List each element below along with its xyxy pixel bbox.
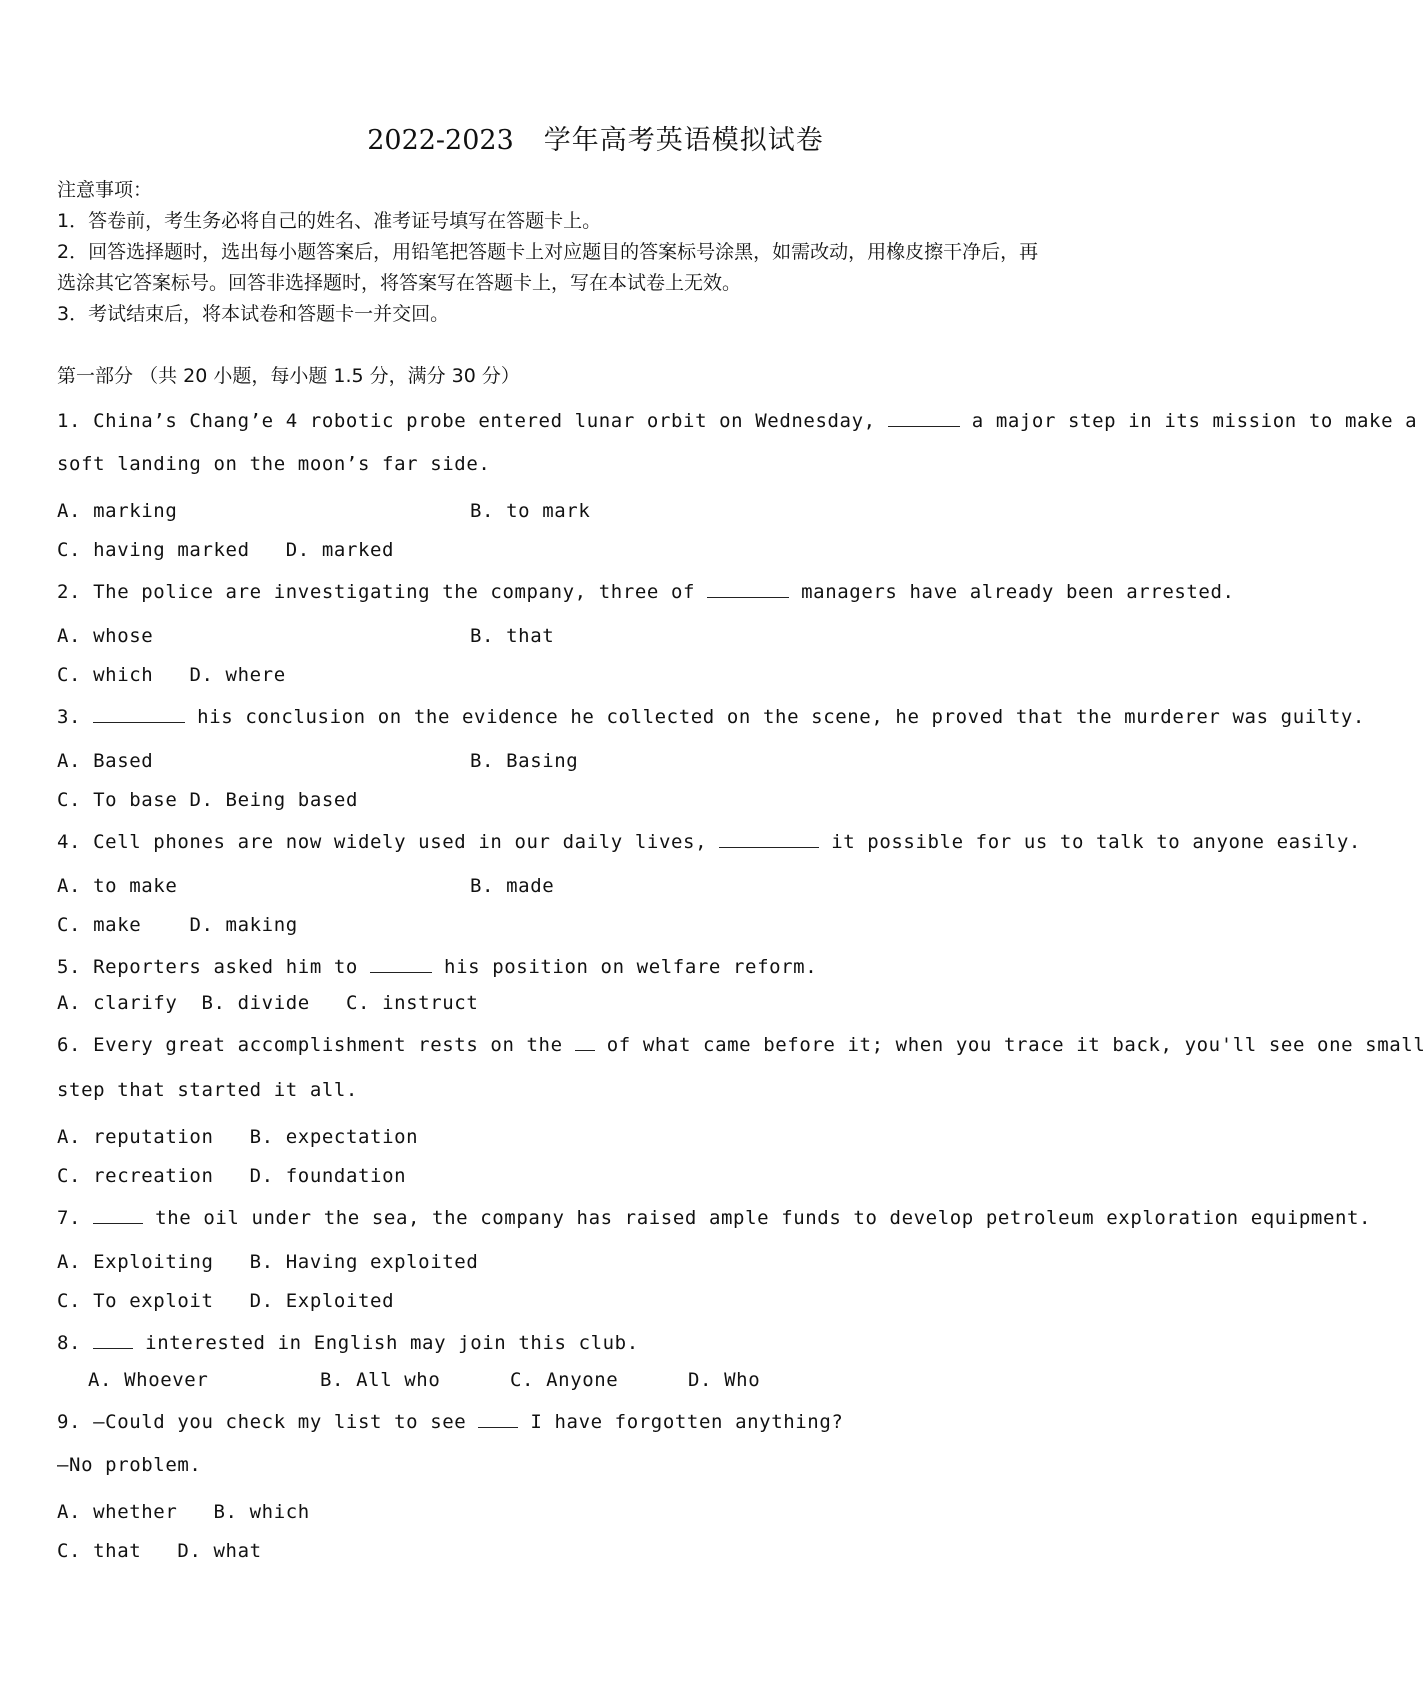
option-c: C. recreation [57,1165,214,1187]
option-row-cd [57,538,394,562]
option-row-cd [57,1289,394,1313]
question-4-stem: 4. Cell phones are now widely used in our daily lives, it possible for us to talk to anyone easily. [57,827,1361,854]
option-b: B. which [213,1501,310,1523]
question-3-stem: 3. his conclusion on the evidence he collected on the scene, he proved that the murderer was guilty. [57,702,1365,729]
question-8-stem: 8. interested in English may join this club. [57,1328,639,1355]
option-a: A. clarify [57,992,178,1014]
option-b: B. that [470,625,555,647]
option-c: C. make [57,914,142,936]
option-d: D. where [189,664,286,686]
option-row-cd [57,1164,406,1188]
option-c: C. To base [57,789,178,811]
option-b: B. made [470,875,555,897]
option-d: D. Being based [189,789,358,811]
option-d: D. foundation [249,1165,407,1187]
answer-blank [888,406,960,427]
note-item: 3．考试结束后，将本试卷和答题卡一并交回。 [57,303,450,325]
question-9-stem: 9. —Could you check my list to see I have forgotten anything? [57,1407,843,1434]
option-d: D. what [177,1540,262,1562]
question-1-stem-cont: soft landing on the moon’s far side. [57,453,491,475]
option-row-cd [57,913,298,937]
option-row-ab [57,1250,478,1274]
option-c: C. Anyone [510,1369,619,1391]
option-c: C. that [57,1540,142,1562]
answer-blank [707,577,789,598]
notes-heading: 注意事项： [57,179,153,201]
title-text: 学年高考英语模拟试卷 [543,125,824,156]
option-c: C. which [57,664,154,686]
section-label: 第一部分 [57,365,134,387]
option-a: A. whose [57,625,154,647]
option-d: D. Who [688,1369,761,1391]
question-7-stem: 7. the oil under the sea, the company has raised ample funds to develop petroleum exploration equipment. [57,1203,1371,1230]
option-d: D. Exploited [249,1290,395,1312]
option-row-ab [57,1125,418,1149]
section-desc: （共 20 小题，每小题 1.5 分，满分 30 分） [139,365,520,387]
option-c: C. To exploit [57,1290,214,1312]
question-9-reply: —No problem. [57,1454,202,1476]
question-5-stem: 5. Reporters asked him to his position on welfare reform. [57,952,817,979]
option-a: A. Based [57,750,154,772]
question-1-stem: 1. China’s Chang’e 4 robotic probe entered lunar orbit on Wednesday, a major step in its mission to make a [57,406,1417,433]
question-6-stem: 6. Every great accomplishment rests on the of what came before it; when you trace it back, you'll see one small [57,1030,1425,1057]
option-b: B. to mark [470,500,591,522]
option-a: A. Whoever [88,1369,209,1391]
answer-blank [575,1030,595,1051]
page-title [0,118,1191,157]
option-a: A. Exploiting [57,1251,214,1273]
title-year: 2022-2023 [367,125,514,156]
note-item: 2．回答选择题时，选出每小题答案后，用铅笔把答题卡上对应题目的答案标号涂黑，如需改动，用橡皮擦干净后，再 [57,241,1039,263]
option-row-abc [57,991,478,1015]
option-a: A. whether [57,1501,178,1523]
answer-blank [93,1328,133,1349]
note-item: 选涂其它答案标号。回答非选择题时，将答案写在答题卡上，写在本试卷上无效。 [57,272,742,294]
answer-blank [719,827,819,848]
answer-blank [93,702,185,723]
option-a: A. marking [57,500,178,522]
answer-blank [478,1407,518,1428]
section-heading [57,361,520,392]
option-row-cd [57,663,286,687]
option-b: B. expectation [249,1126,419,1148]
option-c: C. instruct [345,992,479,1014]
option-b: B. Having exploited [249,1251,479,1273]
option-c: C. having marked [57,539,250,561]
option-row-cd [57,788,358,812]
answer-blank [370,952,432,973]
option-row-ab [57,1500,310,1524]
option-d: D. making [189,914,298,936]
option-b: B. divide [201,992,310,1014]
option-d: D. marked [285,539,395,561]
option-a: A. reputation [57,1126,214,1148]
option-a: A. to make [57,875,178,897]
option-b: B. Basing [470,750,579,772]
answer-blank [93,1203,143,1224]
option-row-cd [57,1539,262,1563]
option-b: B. All who [320,1369,441,1391]
question-6-stem-cont: step that started it all. [57,1079,358,1101]
question-2-stem: 2. The police are investigating the company, three of managers have already been arrested. [57,577,1235,604]
note-item: 1．答卷前，考生务必将自己的姓名、准考证号填写在答题卡上。 [57,210,602,232]
